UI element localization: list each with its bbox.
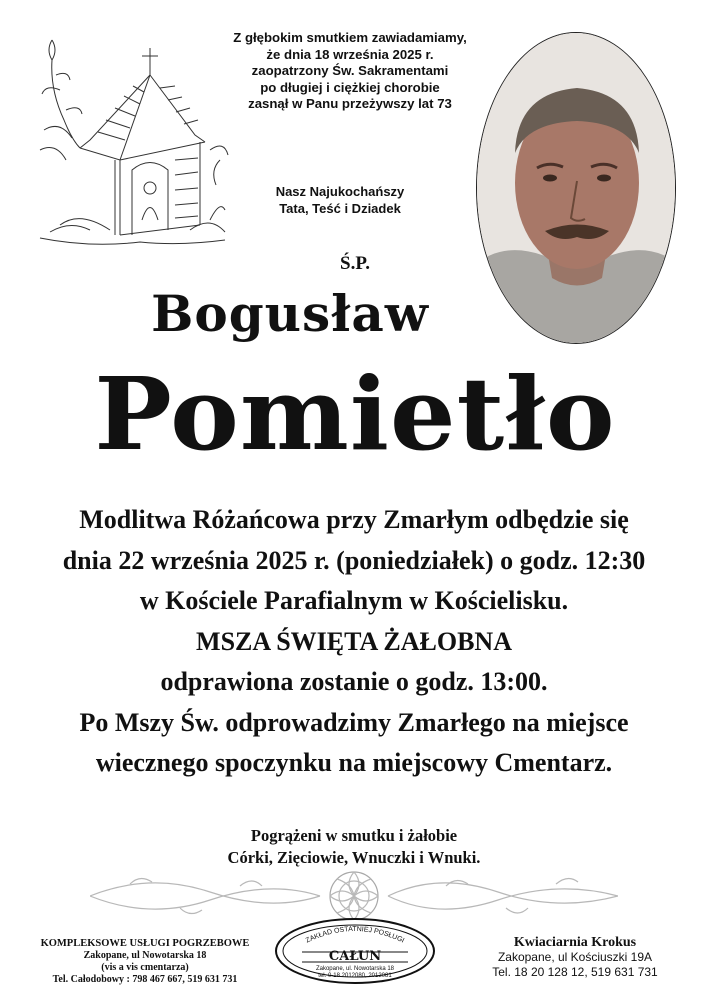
announcement-line: po długiej i ciężkiej chorobie <box>260 79 440 95</box>
announcement-line: Z głębokim smutkiem zawiadamiamy, <box>233 30 467 45</box>
logo-phone: tel. 0-18 2012080, 2012081 <box>318 973 392 979</box>
mourners-line: Pogrążeni w smutku i żałobie <box>250 826 458 845</box>
ceremony-line: Modlitwa Różańcowa przy Zmarłym odbędzie się <box>79 505 629 534</box>
chapel-illustration <box>20 20 230 252</box>
florist-name: Kwiaciarnia Krokus <box>513 935 637 950</box>
ceremony-details <box>20 500 688 784</box>
mourners-line: Córki, Zięciowie, Wnuczki i Wnuki. <box>227 848 481 867</box>
logo-address: Zakopane, ul. Nowotarska 18 <box>315 966 395 972</box>
announcement-line: zaopatrzony Św. Sakramentami <box>251 63 449 78</box>
announcement-text <box>200 30 500 113</box>
funeral-services-phone: Tel. Całodobowy : 798 467 667, 519 631 731 <box>52 974 238 985</box>
family-relation-line: Nasz Najukochańszy <box>275 184 405 199</box>
announcement-line: zasnął w Panu przeżywszy lat 73 <box>248 96 452 111</box>
florist-phone: Tel. 18 20 128 12, 519 631 731 <box>492 965 658 979</box>
florist-info <box>455 935 695 980</box>
family-relation <box>240 184 440 217</box>
announcement-line: że dnia 18 września 2025 r. <box>266 46 434 62</box>
sp-prefix: Ś.P. <box>340 253 370 274</box>
family-relation-line: Tata, Teść i Dziadek <box>279 200 401 216</box>
funeral-services-info <box>14 938 276 986</box>
calun-logo <box>272 916 438 986</box>
logo-top-text: ZAKŁAD OSTATNIEJ POSŁUGI <box>304 925 406 945</box>
ceremony-line: w Kościele Parafialnym w Kościelisku. <box>139 586 569 615</box>
funeral-services-address: Zakopane, ul Nowotarska 18 <box>83 950 207 961</box>
last-name: Pomietło <box>94 355 616 473</box>
ceremony-line: odprawiona zostanie o godz. 13:00. <box>160 667 548 696</box>
funeral-services-note: (vis a vis cmentarza) <box>101 962 189 973</box>
portrait-photo <box>476 32 676 344</box>
logo-name: CAŁUN <box>328 949 382 964</box>
ceremony-line: dnia 22 września 2025 r. (poniedziałek) o godz. 12:30 <box>62 545 646 575</box>
florist-address: Zakopane, ul Kościuszki 19A <box>497 950 653 964</box>
ceremony-line: Po Mszy Św. odprowadzimy Zmarłego na miejsce <box>79 707 629 737</box>
funeral-services-name: KOMPLEKSOWE USŁUGI POGRZEBOWE <box>40 938 250 949</box>
first-name: Bogusław <box>151 284 429 343</box>
ceremony-line: wiecznego spoczynku na miejscowy Cmentarz. <box>95 748 613 777</box>
ceremony-line: MSZA ŚWIĘTA ŻAŁOBNA <box>196 626 512 656</box>
